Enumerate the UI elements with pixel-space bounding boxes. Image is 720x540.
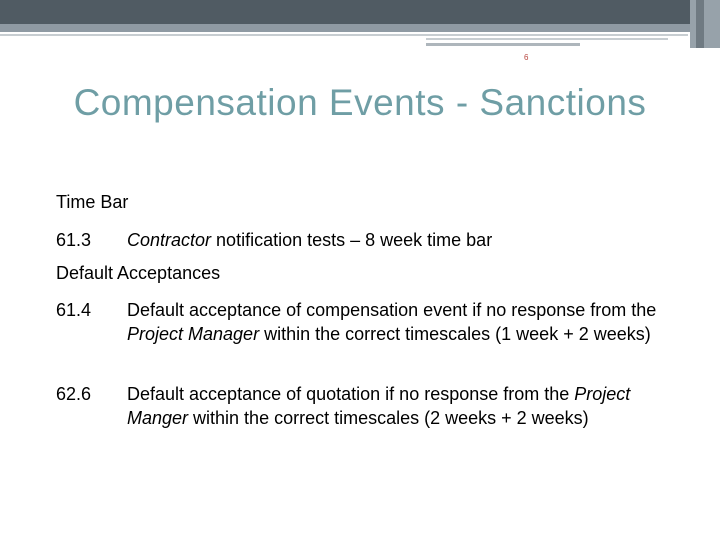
divider-line [0, 34, 688, 36]
plain-text: within the correct timescales (2 weeks + 2 weeks) [188, 408, 589, 428]
clause-number: 61.3 [56, 230, 92, 250]
slide-title: Compensation Events - Sanctions [73, 82, 647, 123]
plain-text: Default acceptance of compensation event if no response from the [127, 300, 657, 320]
section-heading-time-bar: Time Bar [56, 192, 129, 212]
header-band-light [0, 24, 720, 32]
clause-text [127, 228, 667, 252]
header-band [0, 0, 720, 24]
clause-text [127, 382, 667, 430]
slide-number: 6 [524, 53, 529, 62]
clause-number: 62.6 [56, 384, 92, 404]
emphasis-text: Project Manger [127, 384, 631, 428]
clause-number: 61.4 [56, 300, 92, 320]
emphasis-text: Project Manager [127, 324, 260, 344]
header-corner-stripe [696, 0, 704, 48]
plain-text: notification tests – 8 week time bar [211, 230, 493, 250]
divider-line [426, 38, 668, 40]
divider-line [426, 43, 580, 46]
emphasis-text: Contractor [127, 230, 212, 250]
clause-text [127, 298, 667, 346]
plain-text: within the correct timescales (1 week + 2 weeks) [259, 324, 651, 344]
plain-text: Default acceptance of quotation if no response from the [127, 384, 575, 404]
header-corner-block [690, 0, 720, 48]
section-heading-default-acceptances: Default Acceptances [56, 263, 221, 283]
